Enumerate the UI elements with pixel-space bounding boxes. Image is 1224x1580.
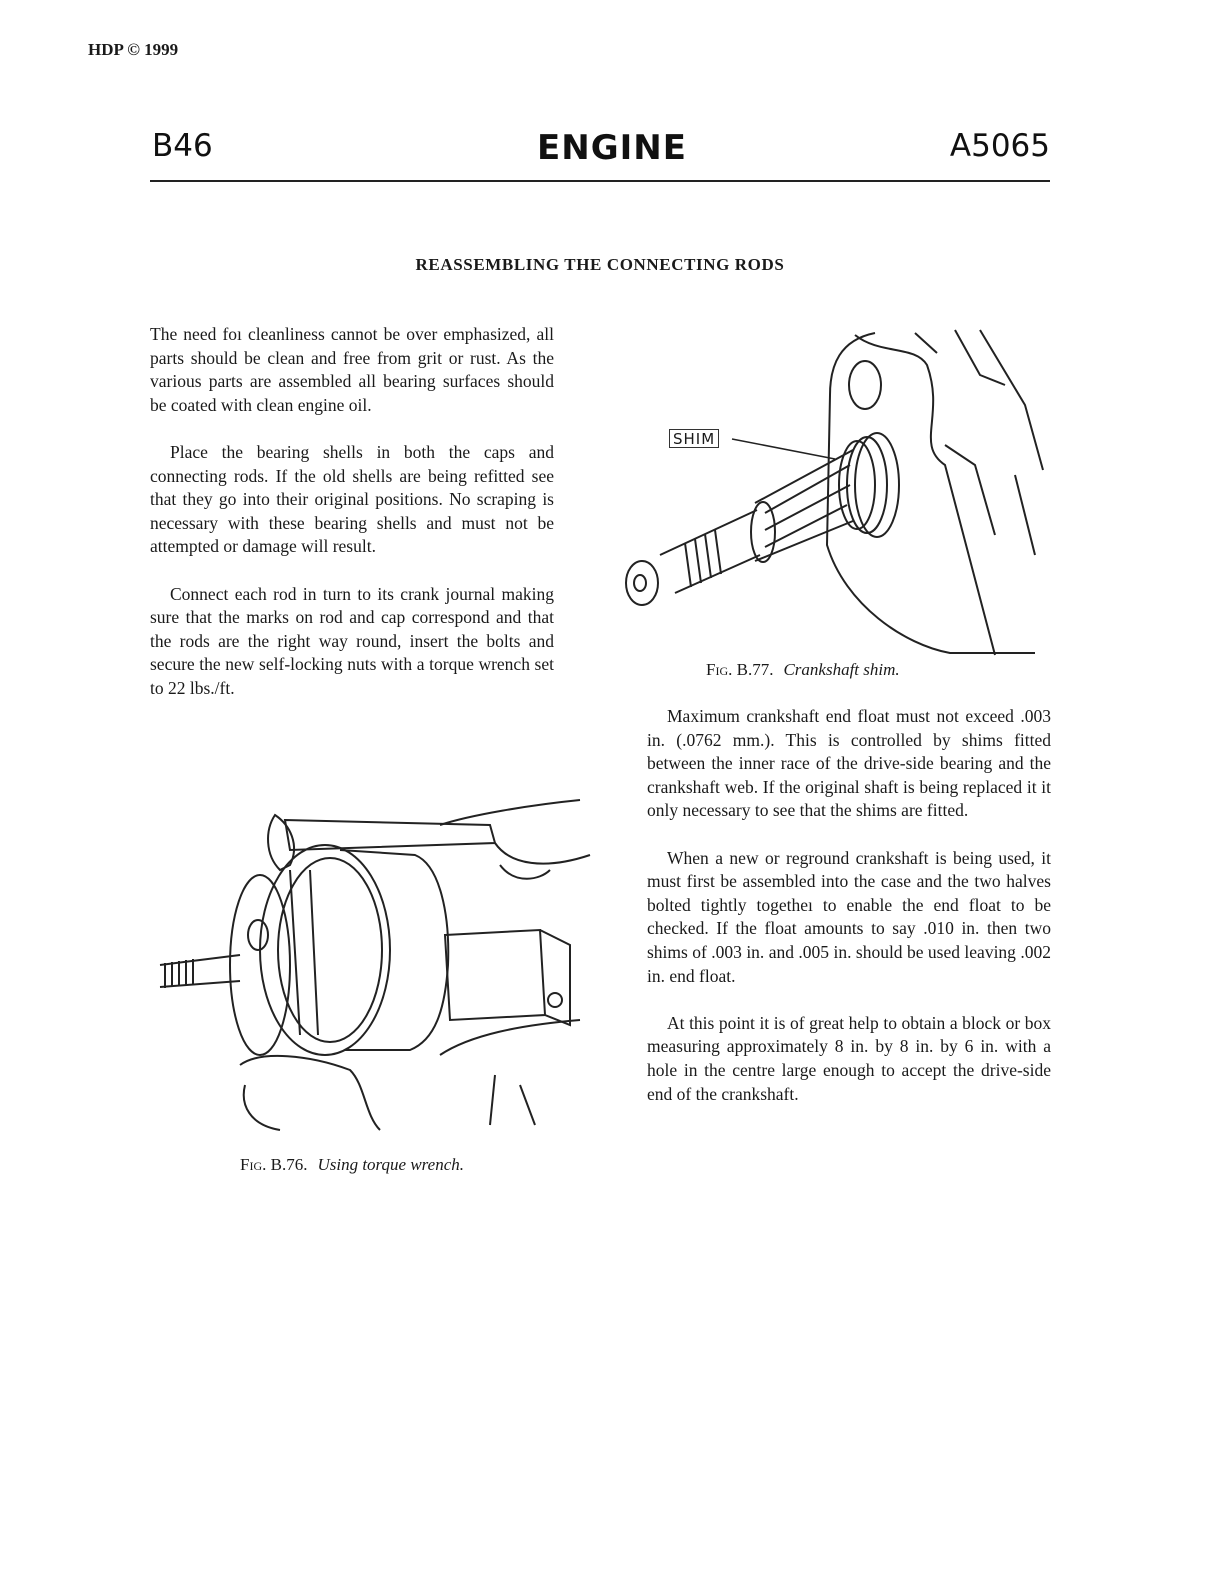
left-column	[150, 323, 554, 724]
header-rule	[150, 180, 1050, 182]
flywheel	[260, 845, 390, 1055]
fig77-caption	[706, 660, 900, 680]
shim-ring-outer	[855, 433, 899, 537]
shaft-thread-edges	[660, 510, 760, 593]
flywheel-inner	[278, 858, 382, 1042]
arm-outline	[490, 1075, 535, 1125]
copyright-notice: HDP © 1999	[88, 40, 179, 59]
connecting-rod	[290, 870, 318, 1035]
fig76-caption	[240, 1155, 464, 1175]
hand-outline	[244, 1085, 280, 1130]
crankshaft-shim-figure	[615, 325, 1055, 660]
crank-web-hole	[849, 361, 881, 409]
crank-web-edge	[855, 335, 995, 655]
arm-outline	[440, 1020, 580, 1055]
paragraph: When a new or reground crankshaft is being used, it must first be assembled into the case and the two halves bolted tightly togetheı to enable the end float to be checked. If the float amounts to say .010 in. then two shims of .003 in. and .005 in. should be used leaving .002 in. end float.	[647, 847, 1051, 986]
right-column	[647, 705, 1051, 1130]
torque-wrench-figure	[150, 795, 600, 1145]
fig76-caption-text: Using torque wrench.	[317, 1155, 465, 1174]
shaft-threads	[685, 530, 721, 587]
crankcase-lines	[915, 330, 1043, 470]
crankcase-lines	[945, 445, 1035, 555]
shaft-splines	[765, 465, 850, 547]
chapter-title: ENGINE	[537, 128, 687, 168]
hand-outline	[495, 843, 590, 864]
shim-callout: SHIM	[669, 429, 719, 448]
shaft-end	[626, 561, 658, 605]
part-number: A5065	[949, 128, 1050, 164]
fig77-caption-text: Crankshaft shim.	[783, 660, 900, 679]
hand-outline	[240, 1056, 380, 1130]
paragraph: At this point it is of great help to obtain a block or box measuring approximately 8 in. by 8 in. by 6 in. with a hole in the centre large enough to accept the drive-side end of the crankshaft.	[647, 1012, 1051, 1104]
shim-ring	[847, 437, 887, 533]
flywheel-hole	[248, 920, 268, 950]
paragraph: The need foı cleanliness cannot be over emphasized, all parts should be clean and free from grit or rust. As the various parts are assembled all bearing surfaces should be coated with clean engine oil.	[150, 324, 554, 415]
paragraph: Maximum crankshaft end float must not exceed .003 in. (.0762 mm.). This is controlled by shims fitted between the inner race of the drive-side bearing and the crankshaft web. If the original shaft is being replaced it it only necessary to see that the shims are fitted.	[647, 706, 1051, 821]
paragraph: Place the bearing shells in both the caps and connecting rods. If the old shells are being refitted see that they go into their original positions. No scraping is necessary with these bearing shells and must not be attempted or damage will result.	[150, 441, 554, 557]
finger-outline	[500, 865, 550, 879]
paragraph: Connect each rod in turn to its crank journal making sure that the marks on rod and cap correspond and that the rods are the right way round, insert the bolts and secure the new self-locking nuts with a torque wrench set to 22 lbs./ft.	[150, 583, 554, 698]
shim-leader-line	[732, 439, 835, 459]
fig77-label: Fig. B.77.	[706, 660, 774, 679]
flywheel-rim	[340, 850, 448, 1050]
hand-outline	[440, 800, 580, 825]
vice-jaw	[445, 930, 545, 1020]
page-number: B46	[152, 128, 213, 164]
fig76-label: Fig. B.76.	[240, 1155, 308, 1174]
section-title: REASSEMBLING THE CONNECTING RODS	[415, 255, 785, 274]
vice-screw	[548, 993, 562, 1007]
shaft-end-hole	[634, 575, 646, 591]
